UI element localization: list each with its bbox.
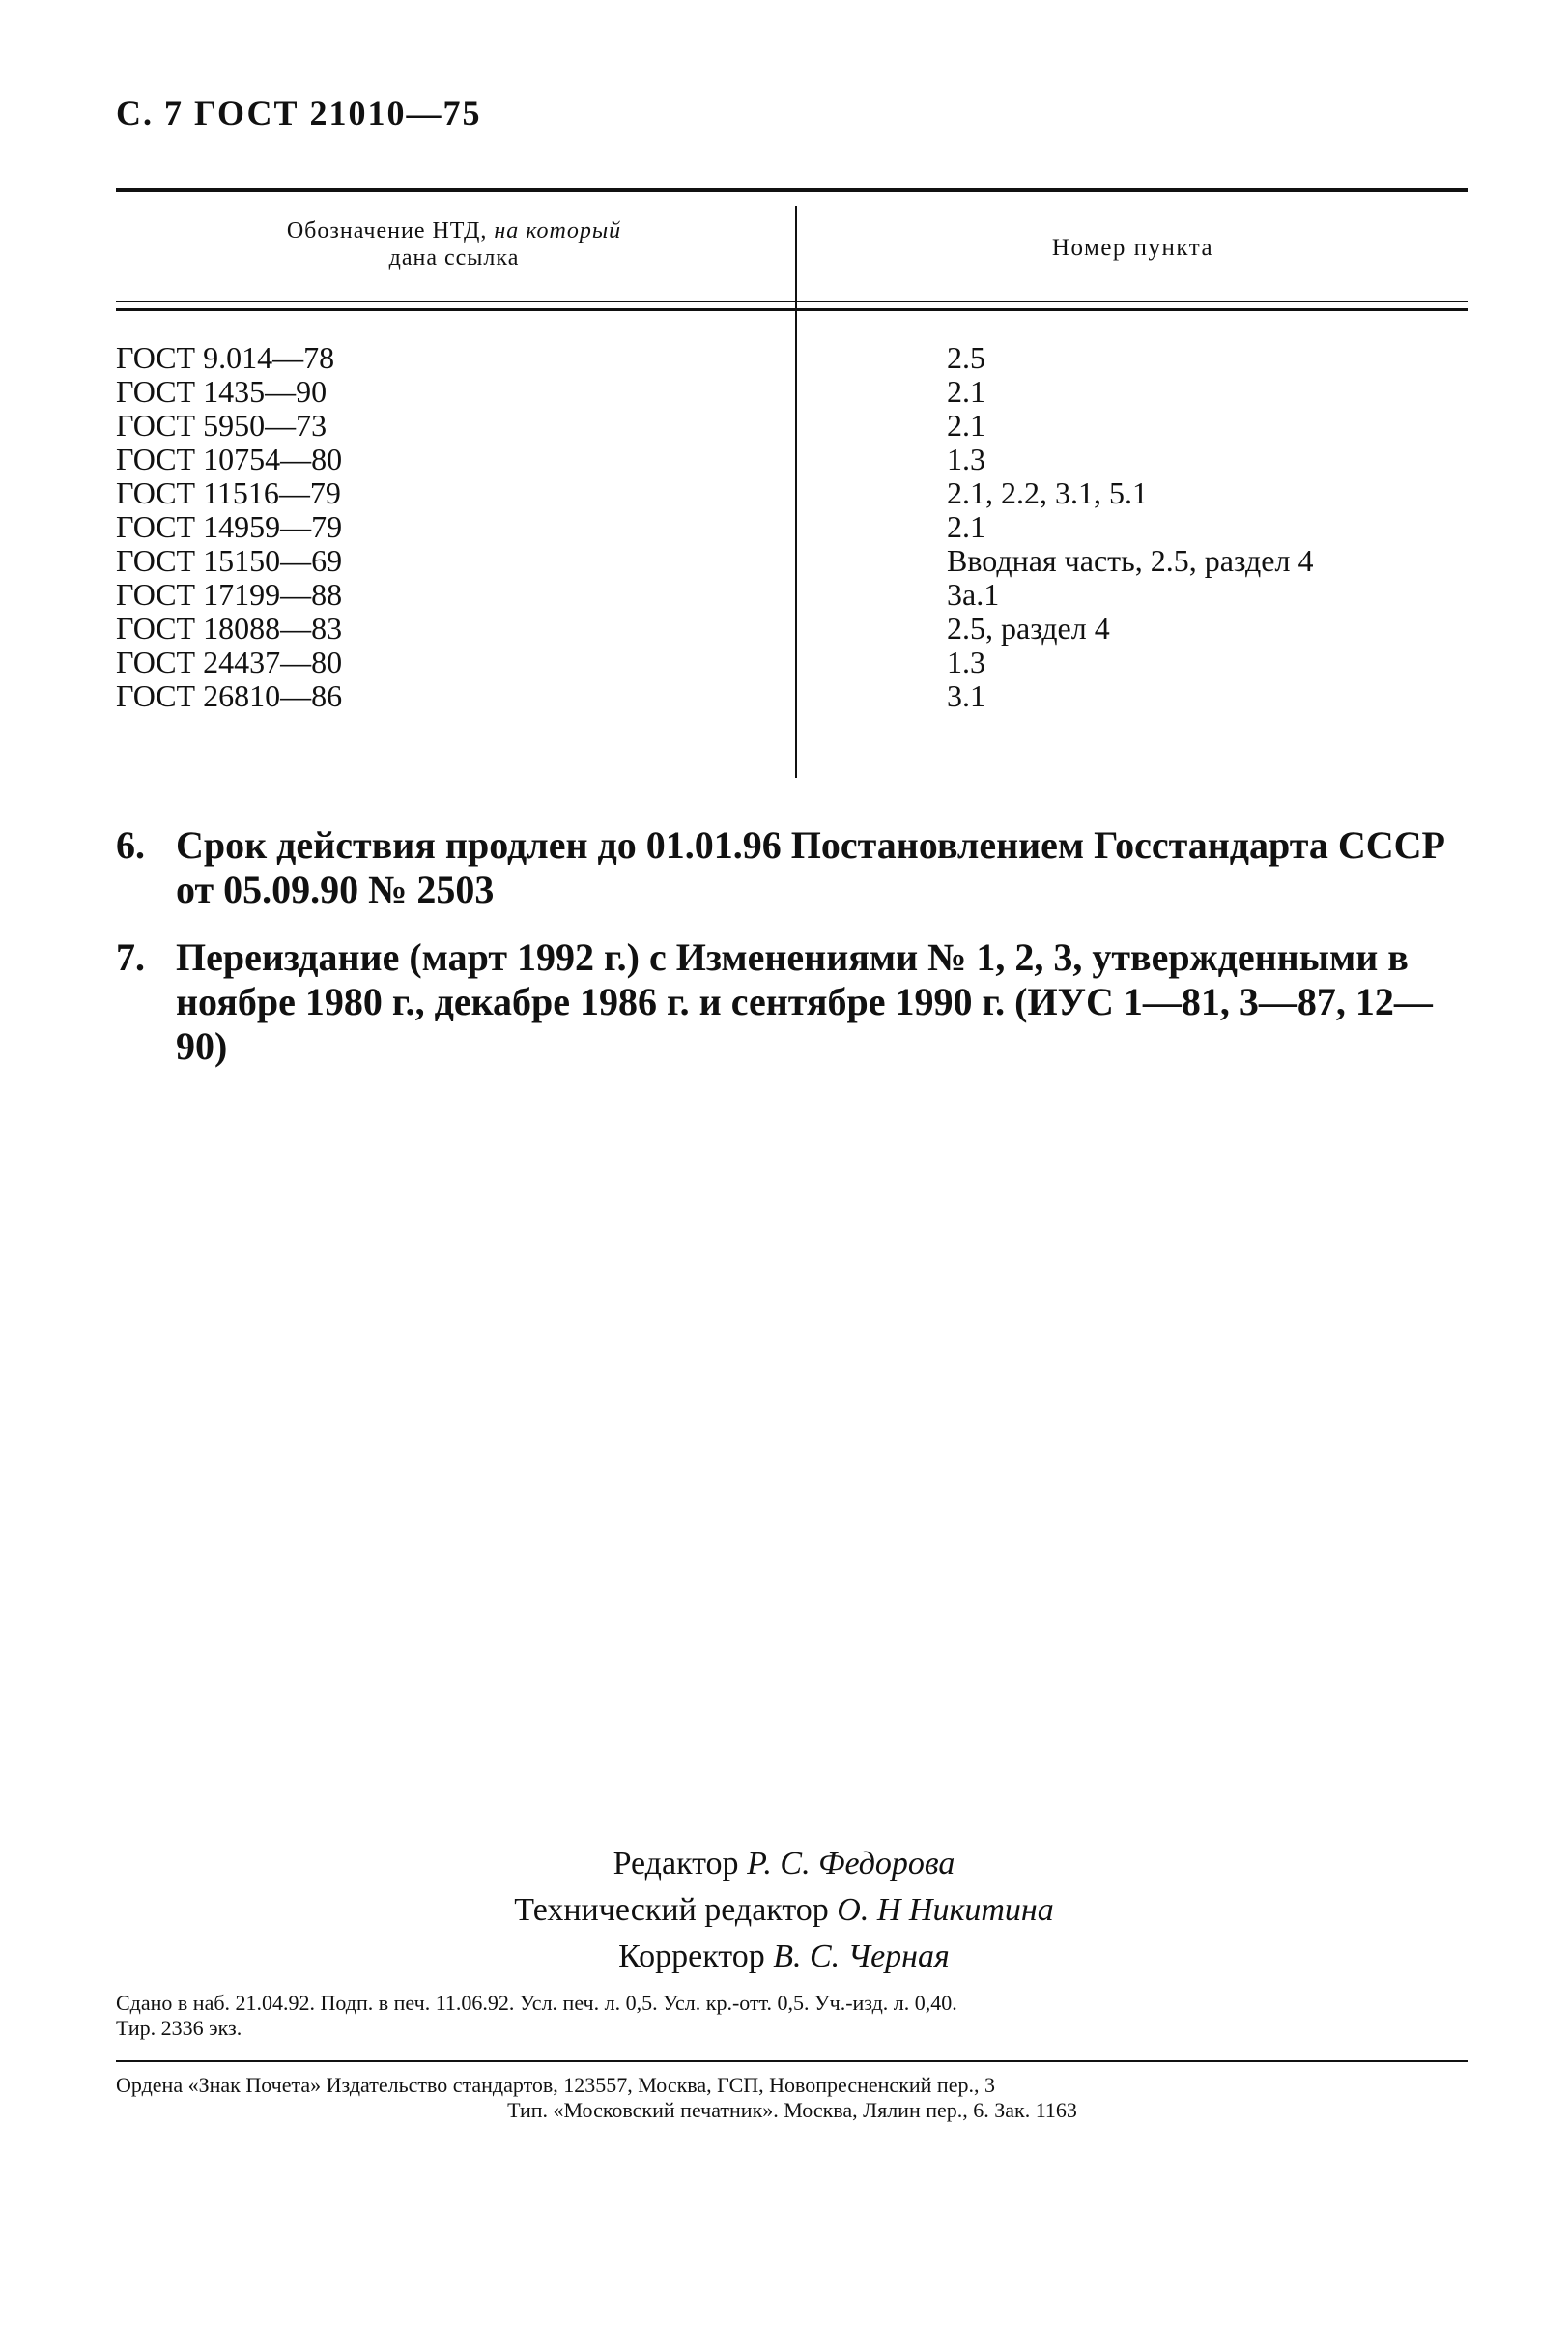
table-cell-doc: ГОСТ 26810—86 — [116, 678, 343, 713]
table-cell-item: 3.1 — [947, 678, 985, 713]
table-cell-doc: ГОСТ 15150—69 — [116, 543, 343, 578]
table-cell-item: 3а.1 — [947, 577, 1000, 612]
table-cell-item: 1.3 — [947, 645, 985, 679]
table-cell-doc: ГОСТ 10754—80 — [116, 442, 343, 476]
item-number-column — [947, 341, 1313, 713]
credit-role: Корректор — [618, 1938, 765, 1974]
table-top-rule — [116, 188, 1468, 192]
table-cell-item: 1.3 — [947, 442, 985, 476]
table-cell-doc: ГОСТ 1435—90 — [116, 374, 328, 409]
table-header-rule-double — [116, 308, 1468, 311]
publisher-info — [116, 2073, 1468, 2123]
table-header-item-number: Номер пункта — [1051, 235, 1214, 261]
credit-role: Редактор — [613, 1846, 739, 1881]
table-cell-item: 2.1 — [947, 509, 985, 544]
table-column-divider — [795, 206, 797, 778]
table-cell-doc: ГОСТ 5950—73 — [116, 408, 328, 443]
table-cell-doc: ГОСТ 11516—79 — [116, 475, 341, 510]
page-header: С. 7 ГОСТ 21010—75 — [116, 94, 482, 132]
credit-technical-editor — [0, 1887, 1568, 1934]
header-document-line2: дана ссылка — [388, 245, 520, 271]
table-cell-item: Вводная часть, 2.5, раздел 4 — [947, 543, 1314, 578]
header-document-line1-italic: на который — [494, 218, 622, 244]
note-number: 6. — [116, 823, 145, 867]
table-cell-item: 2.1 — [947, 374, 985, 409]
note-text: Переиздание (март 1992 г.) с Изменениями № 1, 2, 3, утвержденными в ноябре 1980 г., декабре 1986 г. и сентябре 1990 г. (ИУС 1—81, 3—87, 12—90) — [176, 935, 1433, 1068]
credit-name: Р. С. Федорова — [747, 1846, 955, 1881]
note-text: Срок действия продлен до 01.01.96 Постановлением Госстандарта СССР от 05.09.90 № 2503 — [176, 823, 1445, 911]
table-cell-doc: ГОСТ 9.014—78 — [116, 340, 335, 375]
table-cell-item: 2.5 — [947, 340, 985, 375]
table-cell-doc: ГОСТ 14959—79 — [116, 509, 343, 544]
table-cell-item: 2.5, раздел 4 — [947, 611, 1110, 646]
table-header-rule — [116, 301, 1468, 302]
print-details — [116, 1991, 1468, 2041]
credit-editor — [0, 1841, 1568, 1887]
table-cell-item: 2.1 — [947, 408, 985, 443]
editorial-credits — [0, 1841, 1568, 1980]
table-cell-item: 2.1, 2.2, 3.1, 5.1 — [947, 475, 1148, 510]
table-cell-doc: ГОСТ 18088—83 — [116, 611, 343, 646]
imprint-rule — [116, 2060, 1468, 2062]
table-cell-doc: ГОСТ 24437—80 — [116, 645, 343, 679]
reference-table — [116, 188, 1468, 778]
printer-line: Тип. «Московский печатник». Москва, Лялин пер., 6. Зак. 1163 — [507, 2098, 1077, 2122]
credit-name: О. Н Никитина — [837, 1892, 1054, 1928]
credit-proofreader — [0, 1934, 1568, 1980]
document-column — [116, 341, 342, 713]
table-header-document — [116, 217, 792, 272]
credit-name: В. С. Черная — [773, 1938, 950, 1974]
table-cell-doc: ГОСТ 17199—88 — [116, 577, 343, 612]
header-document-line1: Обозначение НТД, — [286, 218, 488, 244]
note-number: 7. — [116, 935, 145, 979]
credit-role: Технический редактор — [514, 1892, 829, 1928]
publisher-line: Ордена «Знак Почета» Издательство стандартов, 123557, Москва, ГСП, Новопресненский пер., 3 — [116, 2073, 995, 2097]
print-run: Тир. 2336 экз. — [116, 2016, 242, 2040]
print-details-line: Сдано в наб. 21.04.92. Подп. в печ. 11.06.92. Усл. печ. л. 0,5. Усл. кр.-отт. 0,5. Уч.-изд. л. 0,40. — [116, 1991, 957, 2015]
